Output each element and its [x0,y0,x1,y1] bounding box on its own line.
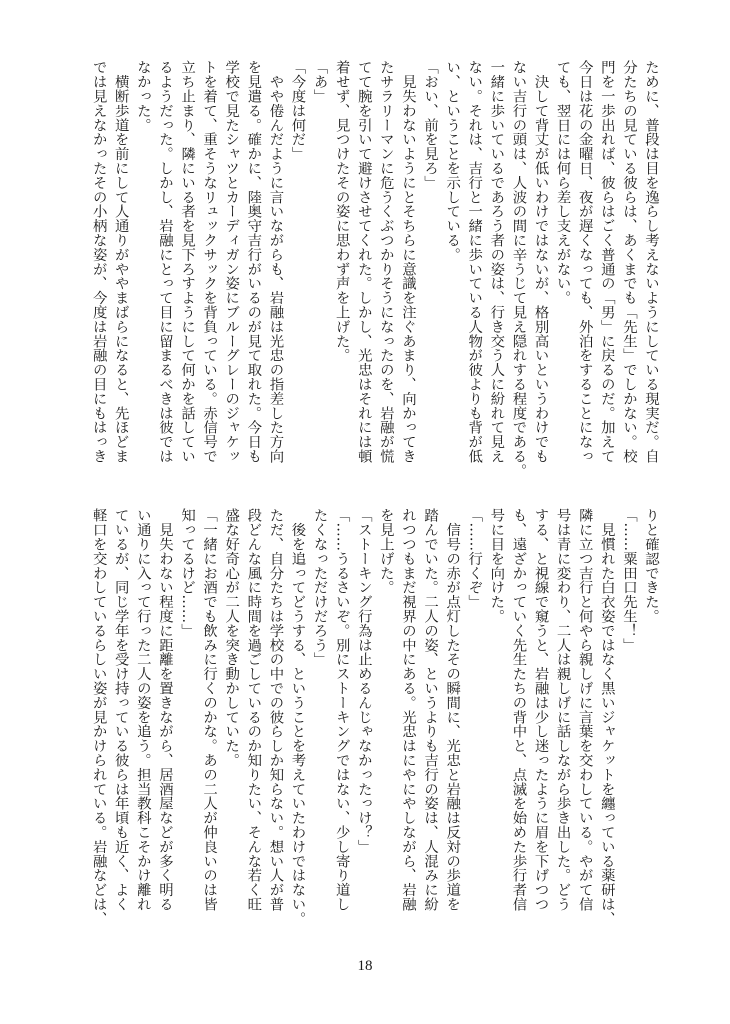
text-column: りと確認できた。 [643,508,659,624]
text-column: 号は青に変わり、二人は親しげに話しながら歩き出した。どう [554,508,571,912]
text-column: い、ということを示している。 [444,60,461,262]
text-column: 号に目を向けた。 [488,508,505,624]
text-column: やや倦んだように言いながらも、岩融は光忠の指差した方向 [267,60,284,464]
text-column: 学校で見たシャツとカーディガン姿にブルーグレーのジャケッ [223,60,240,464]
text-column: 「おい、前を見ろ」 [422,60,439,190]
text-column: 隣に立つ吉行と何やら親しげに言葉を交わしている。やがて信 [576,508,593,912]
text-column: い通りに入って行った二人の姿を追う。担当教科こそかけ離れ [134,508,151,912]
text-column: する、と視線で窺うと、岩融は少し迷ったように眉を下げつつ [532,508,549,912]
text-column: ても、翌日には何ら差し支えがない。 [554,60,571,305]
text-column: たくなっただけだろう」 [311,508,328,667]
text-column: 立ち止まり、隣にいる者を見下ろすようにして何かを話してい [179,60,196,464]
text-column: 「ストーキング行為は止めるんじゃなかったっけ？」 [355,508,372,854]
text-column: 横断歩道を前にして人通りがややまばらになると、先ほどま [112,60,129,464]
text-column: ただ、自分たちは学校の中での彼らしか知らない。想い人が普 [267,508,284,912]
text-tier-top [86,60,662,484]
text-column: 「……粟田口先生！」 [620,508,637,652]
text-column: を見上げた。 [377,508,394,595]
text-column: 今日は花の金曜日、夜が遅くなっても、外泊をすることになっ [576,60,593,464]
text-column: 決して背丈が低いわけではないが、格別高いというわけでも [532,60,549,464]
text-column: トを着て、重そうなリュックサックを背負っている。赤信号で [201,60,218,464]
text-column: 着せず、見つけたその姿に思わず声を上げた。 [333,60,350,363]
text-column: てて腕を引いて避けさせてくれた。しかし、光忠はそれには頓 [355,60,372,464]
text-column: ために、普段は目を逸らし考えないようにしている現実だ。自 [643,60,659,464]
text-column: なかった。 [134,60,151,132]
text-column: も、遠ざかっていく先生たちの背中と、点滅を始めた歩行者信 [510,508,527,912]
text-column: ない。それは、吉行と一緒に歩いている人物が彼よりも背が低 [466,60,483,464]
text-column: 見失わないようにとそちらに意識を注ぐあまり、向かってき [399,60,416,464]
text-column: では見えなかったその小柄な姿が、今度は岩融の目にもはっき [90,60,107,464]
text-column: 「あ」 [311,60,328,104]
text-column: ているが、同じ学年を受け持っている彼らは年頃も近く、よく [112,508,129,912]
text-column: 踏んでいた。二人の姿、というよりも吉行の姿は、人混みに紛 [422,508,439,912]
text-column: 知ってるけど……」 [179,508,196,638]
text-column: 信号の赤が点灯したその瞬間に、光忠と岩融は反対の歩道を [444,508,461,912]
text-tier-bottom [86,508,662,932]
text-column: れつつもまだ視界の中にある。光忠はにやにやしながら、岩融 [399,508,416,912]
text-column: たサラリーマンに危うくぶつかりそうになったのを、岩融が慌 [377,60,394,464]
text-column: 「一緒にお酒でも飲みに行くのかな。あの二人が仲良いのは皆 [201,508,218,912]
text-column: 後を追ってどうする、ということを考えていたわけではない。 [289,508,306,926]
text-column: 軽口を交わしているらしい姿が見かけられている。岩融などは、 [90,508,107,926]
text-column: 分たちの見ている彼らは、あくまでも「先生」でしかない。校 [620,60,637,464]
text-column: 見失わない程度に距離を置きながら、居酒屋などが多く明る [156,508,173,912]
text-column: 盛な好奇心が二人を突き動かしていた。 [223,508,240,768]
text-column: 「……行くぞ」 [466,508,483,609]
text-column: ない吉行の頭は、人波の間に辛うじて見え隠れする程度である。 [510,60,527,478]
text-column: 「今度は何だ」 [289,60,306,161]
text-column: 見慣れた白衣姿ではなく黒いジャケットを纏っている薬研は、 [598,508,615,926]
text-column: 門を一歩出れば、彼らはごく普通の「男」に戻るのだ。加えて [598,60,615,464]
page-number: 18 [357,958,373,974]
text-column: 一緒に歩いているであろう者の姿は、行き交う人に紛れて見え [488,60,505,464]
text-column: を見遣る。確かに、陸奥守吉行がいるのが見て取れた。今日も [245,60,262,464]
text-column: るようだった。しかし、岩融にとって目に留まるべきは彼では [156,60,173,464]
text-column: 段どんな風に時間を過ごしているのか知りたい、そんな若く旺 [245,508,262,912]
text-column: 「……うるさいぞ。別にストーキングではない、少し寄り道し [333,508,350,912]
